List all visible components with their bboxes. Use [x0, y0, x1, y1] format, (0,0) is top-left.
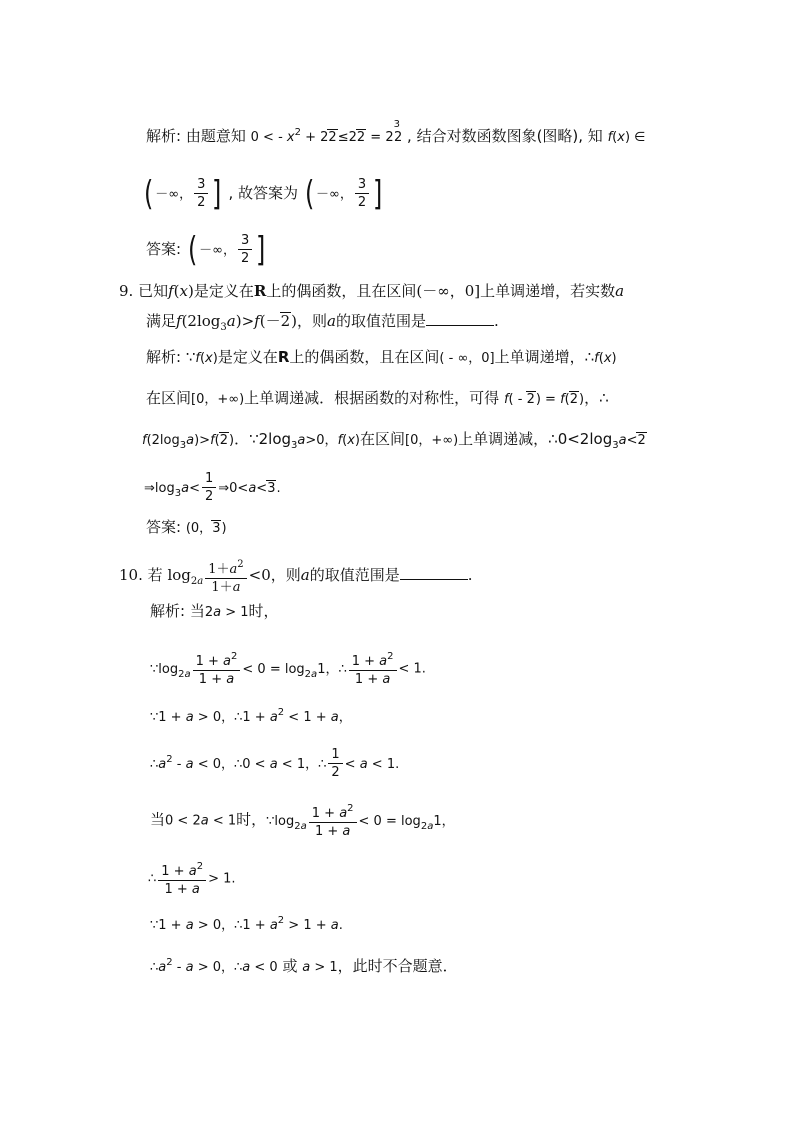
sol8-answer: 答案: ( －∞， $\frac{3}{2}$ ]: [146, 229, 266, 270]
fraction-3-2: $\frac{3}{2}$: [194, 176, 208, 211]
sol10-line5: 当0 < 2a < 1时，$\because\log_{2a}$ $\frac{1 + a^2}{1 + a}$ < $0 = \log_{2a}1$，: [150, 800, 455, 840]
question-number: 9.: [119, 282, 134, 300]
q9-line1: 9. 已知f(x)是定义在R上的偶函数，且在区间(－∞，0]上单调递增，若实数a: [119, 282, 625, 300]
sol10-line2: $\because\log_{2a}$ $\frac{1 + a^2}{1 + a}$ < $0 = \log_{2a}1$，∴ $\frac{1 + a^2}{1 + a}$ < 1.: [150, 648, 426, 688]
inequality-chain: 0 < - $x^2 + 22\le 22 = 2^32$: [250, 119, 403, 145]
sol9-answer: 答案: (0，3): [146, 518, 227, 536]
question-number: 10.: [119, 566, 143, 584]
sol10-line3: ∵1 + a > 0，∴1 + $a^2 < 1 + a$，: [150, 707, 352, 725]
answer-blank: [426, 311, 494, 326]
fraction-1a2-over-1a: $\frac{1+a^2}{1+a}$: [205, 556, 246, 596]
solution-label: 解析:: [150, 602, 186, 620]
sol9-line3: $f(2\log_3a)>f(2)$．$\because 2\log_3a>0$，f(x)在区间[0，+∞)上单调递减，$\therefore 0<2\log_3a<2$: [142, 430, 646, 451]
sol10-line7: ∵1 + a > 0，∴1 + $a^2 > 1 + a$.: [150, 915, 343, 933]
sol8-line1: 解析: 由题意知 0 < - $x^2 + 22\le 22 = 2^32$ , 结合对数函数图象(图略), 知 f(x) ∈: [146, 119, 646, 145]
q10-line1: 10. 若 $\log_{2a}$ $\frac{1+a^2}{1+a}$ <0，则a的取值范围是 .: [119, 556, 473, 596]
solution-label: 解析:: [146, 348, 182, 366]
sol10-line8: $\therefore a^2 - a > 0$，∴a < 0 或 a > 1，此时不合题意．: [150, 957, 458, 975]
sol9-line2: 在区间[0，+∞)上单调递减．根据函数的对称性，可得 f( - 2) = f(2)，∴: [146, 389, 609, 407]
sol10-line1: 解析: 当2a > 1时，: [150, 602, 279, 620]
answer-label: 答案:: [146, 518, 182, 536]
sol9-line4: $\Rightarrow\log_3a<$ $\frac{1}{2}$ ⇒0<a<3.: [144, 471, 281, 504]
answer-blank: [400, 565, 468, 580]
sol9-line1: 解析: ∵f(x)是定义在R上的偶函数，且在区间( - ∞，0]上单调递增，∴f(x): [146, 348, 617, 366]
q9-line2: 满足$f(2\log_3a)>f(-2)$，则a的取值范围是 .: [146, 312, 499, 333]
answer-label: 答案:: [146, 240, 182, 258]
sol10-line6: ∴ $\frac{1 + a^2}{1 + a}$ > 1.: [148, 858, 236, 898]
sol8-line2: ( －∞， $\frac{3}{2}$ ] , 故答案为 ( －∞， $\frac{3}{2}$ ]: [143, 173, 383, 214]
solution-label: 解析:: [146, 127, 182, 145]
sol10-line4: $\therefore a^2 - a < 0$，∴0 < a < 1，∴ $\frac{1}{2}$ < a < 1.: [150, 747, 400, 780]
